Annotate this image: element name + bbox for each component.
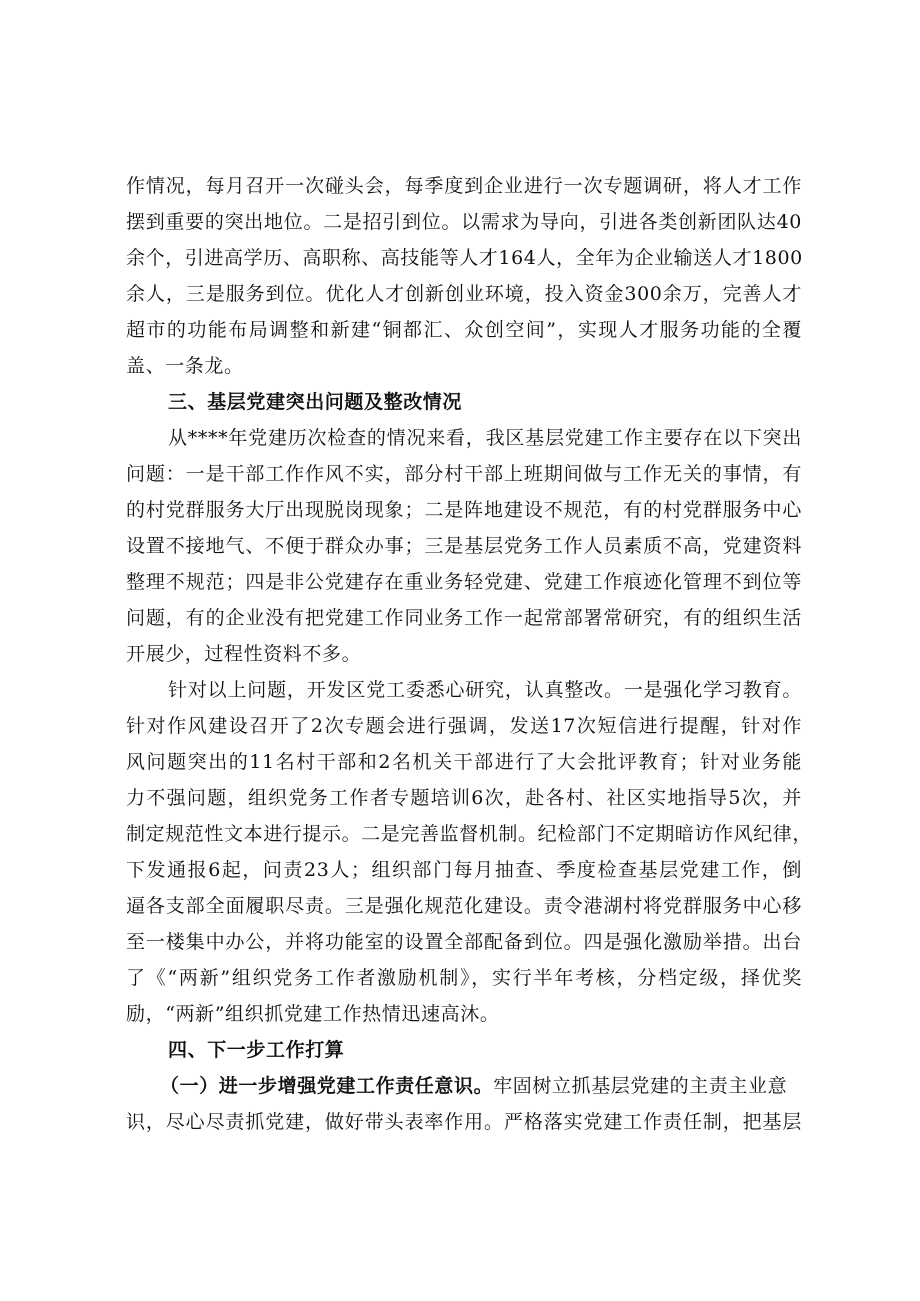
text-line: 了《“两新”组织党务工作者激励机制》，实行半年考核，分档定级，择优奖 [126, 967, 802, 989]
text-line: 风问题突出的11名村干部和2名机关干部进行了大会批评教育；针对业务能 [126, 751, 802, 773]
item-1-title: （一）进一步增强党建工作责任意识。 [160, 1075, 494, 1097]
text-line [126, 1068, 802, 1104]
text-line: 制定规范性文本进行提示。二是完善监督机制。纪检部门不定期暗访作风纪律， [126, 823, 813, 845]
section-4-item-1 [126, 1068, 802, 1140]
text-line: 问题：一是干部工作作风不实，部分村干部上班期间做与工作无关的事情，有 [126, 463, 802, 485]
text-line: 至一楼集中办公，并将功能室的设置全部配备到位。四是强化激励举措。出台 [126, 931, 802, 953]
text-line: 针对以上问题，开发区党工委悉心研究，认真整改。一是强化学习教育。 [168, 679, 802, 701]
text-line: 余个，引进高学历、高职称、高技能等人才164人，全年为企业输送人才1800 [126, 247, 803, 269]
text-line: 作情况，每月召开一次碰头会，每季度到企业进行一次专题调研，将人才工作 [126, 175, 802, 197]
section-3-heading: 三、基层党建突出问题及整改情况 [168, 391, 463, 413]
text-line: 的村党群服务大厅出现脱岗现象；二是阵地建设不规范，有的村党群服务中心 [126, 499, 802, 521]
text-line: 逼各支部全面履职尽责。三是强化规范化建设。责令港湖村将党群服务中心移 [126, 895, 802, 917]
text-line: 超市的功能布局调整和新建“铜都汇、众创空间”，实现人才服务功能的全覆 [126, 319, 802, 341]
text-line: 整理不规范；四是非公党建存在重业务轻党建、党建工作痕迹化管理不到位等 [126, 571, 802, 593]
text-line: 问题，有的企业没有把党建工作同业务工作一起常部署常研究，有的组织生活 [126, 607, 802, 629]
intro-paragraph [126, 168, 802, 384]
text-line: 力不强问题，组织党务工作者专题培训6次，赴各村、社区实地指导5次，并 [126, 787, 802, 809]
section-4-heading: 四、下一步工作打算 [168, 1039, 345, 1061]
text-line: 识，尽心尽责抓党建，做好带头表率作用。严格落实党建工作责任制，把基层 [126, 1111, 802, 1133]
text-line: 针对作风建设召开了2次专题会进行强调，发送17次短信进行提醒，针对作 [126, 715, 802, 737]
document-page [126, 168, 813, 1140]
text-line: 余人，三是服务到位。优化人才创新创业环境，投入资金300余万，完善人才 [126, 283, 802, 305]
text-line: 开展少，过程性资料不多。 [126, 643, 362, 665]
text-line: 盖、一条龙。 [126, 355, 244, 377]
section-3-paragraph-1 [126, 420, 802, 672]
text-line: 从****年党建历次检查的情况来看，我区基层党建工作主要存在以下突出 [168, 427, 802, 449]
text-line: 设置不接地气、不便于群众办事；三是基层党务工作人员素质不高，党建资料 [126, 535, 802, 557]
text-line: 下发通报6起，问责23人；组织部门每月抽查、季度检查基层党建工作，倒 [126, 859, 802, 881]
item-1-text: 牢固树立抓基层党建的主责主业意 [493, 1075, 788, 1097]
text-line: 摆到重要的突出地位。二是招引到位。以需求为导向，引进各类创新团队达40 [126, 211, 802, 233]
section-3-paragraph-2 [126, 672, 813, 1032]
text-line: 励，“两新”组织抓党建工作热情迅速高沐。 [126, 1003, 500, 1025]
